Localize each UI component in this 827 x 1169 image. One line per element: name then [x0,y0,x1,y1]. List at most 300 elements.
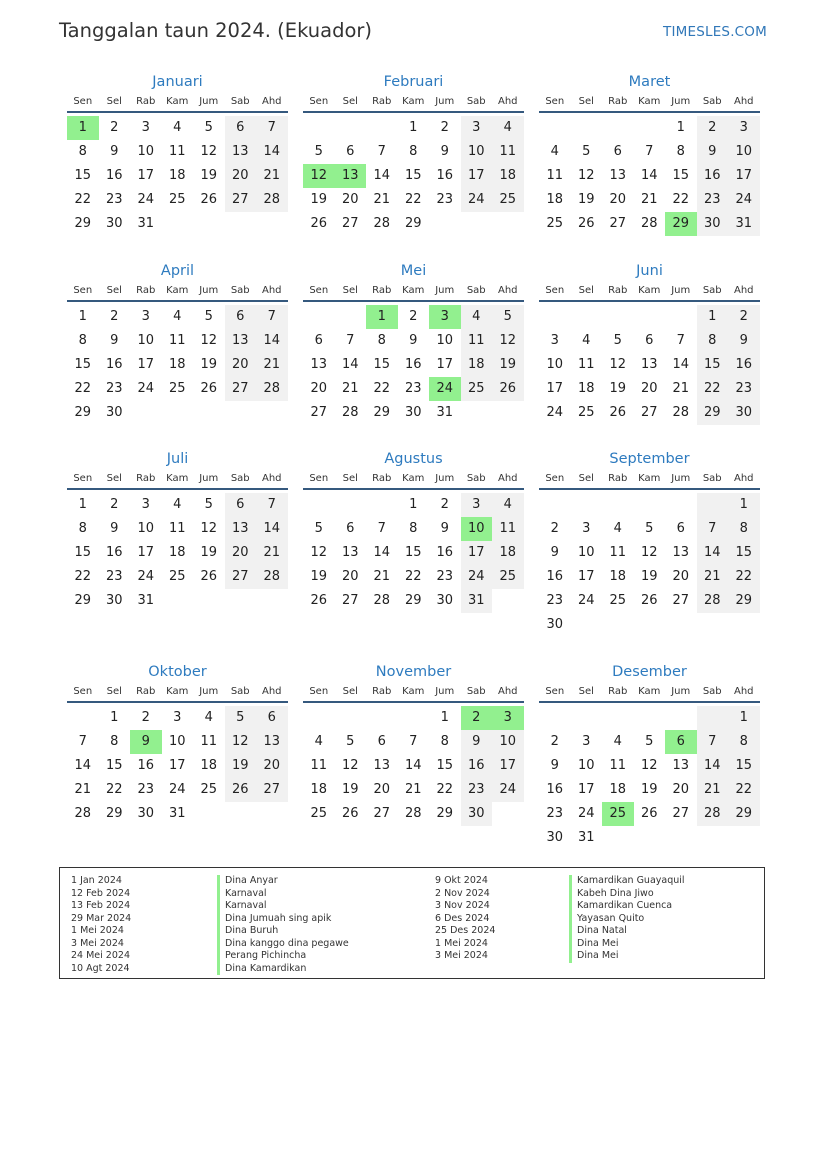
day-cell: 17 [168,758,186,773]
day-cell: 25 [609,593,627,608]
day-cell: 20 [225,164,257,188]
month-name: Oktober [148,664,207,680]
day-cell: 3 [141,120,150,135]
weekday-label: Jum [435,686,455,697]
legend-names-right [569,875,685,963]
day-cell: 27 [341,593,359,608]
legend-holiday-name: Dina kanggo dina pegawe [217,938,349,951]
day-cell: 29 [404,216,422,231]
day-cell: 23 [436,569,454,584]
day-cell: 24 [137,381,155,396]
day-cell: 15 [105,758,123,773]
day-cell: 27 [672,593,690,608]
legend-date: 25 Des 2024 [435,925,496,936]
day-cell: 28 [373,593,391,608]
holiday-day-cell: 6 [665,730,697,754]
holiday-day-cell: 29 [665,212,697,236]
day-cell: 14 [256,517,288,541]
weekday-header [303,283,524,302]
day-cell: 23 [105,381,123,396]
weekday-label: Sab [230,686,250,697]
day-cell: 14 [640,168,658,183]
day-cell: 14 [256,140,288,164]
day-cell: 12 [577,168,595,183]
day-cell: 3 [141,497,150,512]
legend-dates-left [71,875,131,975]
day-cell: 7 [256,493,288,517]
weekday-label: Sen [545,473,565,484]
day-cell: 10 [546,357,564,372]
empty-cell [634,116,666,140]
day-cell: 7 [697,730,729,754]
weekday-label: Rab [372,96,392,107]
day-cell: 9 [110,144,119,159]
day-cell: 21 [640,192,658,207]
day-cell: 21 [404,782,422,797]
day-cell: 24 [168,782,186,797]
day-cell: 16 [461,754,493,778]
legend-date: 1 Jan 2024 [71,875,122,886]
empty-cell [634,706,666,730]
weekday-label: Ahd [261,285,282,296]
legend-date: 12 Feb 2024 [71,887,131,899]
legend-holiday-name: Karnaval [217,888,349,901]
weekday-label: Sen [309,473,329,484]
day-cell: 30 [105,405,123,420]
day-cell: 9 [550,545,559,560]
day-cell: 12 [492,329,524,353]
empty-cell [366,706,398,730]
day-cell: 15 [697,353,729,377]
day-cell: 19 [200,357,218,372]
day-cell: 3 [461,493,493,517]
day-cell: 20 [640,381,658,396]
day-cell: 2 [110,309,119,324]
weekday-label: Rab [608,285,628,296]
day-cell: 31 [577,830,595,845]
day-cell: 25 [168,192,186,207]
day-cell: 2 [141,710,150,725]
weekday-label: Sab [466,686,486,697]
holiday-day-cell: 13 [335,164,367,188]
day-cell: 20 [310,381,328,396]
day-cell: 28 [256,377,288,401]
day-cell: 30 [137,806,155,821]
weekday-header [67,471,288,490]
weekday-label: Kam [638,473,661,484]
weekday-label: Jum [199,686,219,697]
holiday-day-cell: 9 [130,730,162,754]
day-cell: 29 [436,806,454,821]
legend-date: 3 Mei 2024 [435,950,488,961]
day-cell: 22 [74,381,92,396]
day-cell: 16 [436,545,454,560]
weekday-label: Jum [671,96,691,107]
day-cell: 27 [225,565,257,589]
day-cell: 29 [728,589,760,613]
weekday-label: Rab [608,96,628,107]
day-cell: 19 [640,569,658,584]
site-link[interactable]: TIMESLES.COM [663,24,767,40]
legend-names-left [217,875,349,975]
weekday-label: Rab [136,473,156,484]
weekday-header [539,94,760,113]
day-cell: 27 [672,806,690,821]
holiday-day-cell: 3 [492,706,524,730]
day-cell: 15 [728,754,760,778]
weekday-label: Sen [545,96,565,107]
day-cell: 31 [728,212,760,236]
weekday-header [539,283,760,302]
day-cell: 5 [645,521,654,536]
empty-cell [602,116,634,140]
weekday-label: Sel [578,285,594,296]
day-cell: 18 [492,541,524,565]
legend-holiday-name: Yayasan Quito [569,913,685,926]
day-cell: 10 [492,730,524,754]
day-cell: 30 [404,405,422,420]
day-cell: 7 [346,333,355,348]
day-cell: 8 [676,144,685,159]
legend-date: 1 Mei 2024 [71,925,124,936]
weekday-header [67,684,288,703]
holiday-day-cell: 10 [461,517,493,541]
day-cell: 7 [409,734,418,749]
empty-cell [303,116,335,140]
day-cell: 10 [168,734,186,749]
day-cell: 9 [409,333,418,348]
day-cell: 9 [440,144,449,159]
day-cell: 20 [341,569,359,584]
day-cell: 28 [404,806,422,821]
legend-holiday-name: Perang Pichincha [217,950,349,963]
weekday-label: Jum [435,473,455,484]
day-cell: 1 [676,120,685,135]
day-cell: 18 [546,192,564,207]
day-cell: 10 [436,333,454,348]
day-cell: 8 [78,521,87,536]
day-cell: 21 [256,541,288,565]
day-cell: 3 [550,333,559,348]
day-cell: 14 [697,541,729,565]
day-cell: 23 [461,778,493,802]
weekday-header [303,94,524,113]
month-name: April [160,263,195,279]
empty-cell [634,305,666,329]
empty-cell [665,493,697,517]
weekday-label: Jum [671,686,691,697]
weekday-label: Sen [309,285,329,296]
empty-cell [634,493,666,517]
month-3 [539,72,760,236]
day-cell: 5 [204,309,213,324]
weekday-label: Sel [106,285,122,296]
day-cell: 26 [609,405,627,420]
weekday-label: Kam [166,686,189,697]
month-6 [539,261,760,425]
weekday-label: Sab [466,285,486,296]
day-cell: 6 [377,734,386,749]
day-cell: 2 [440,120,449,135]
day-cell: 18 [168,168,186,183]
day-cell: 6 [225,116,257,140]
day-cell: 16 [728,353,760,377]
day-cell: 21 [697,778,729,802]
day-cell: 6 [225,493,257,517]
day-cell: 28 [341,405,359,420]
weekday-label: Kam [166,96,189,107]
weekday-label: Kam [402,96,425,107]
day-cell: 3 [173,710,182,725]
empty-cell [571,116,603,140]
weekday-label: Ahd [261,96,282,107]
weekday-label: Rab [372,285,392,296]
weekday-label: Jum [199,285,219,296]
holiday-day-cell: 2 [461,706,493,730]
day-cell: 9 [110,333,119,348]
day-cell: 8 [728,730,760,754]
legend-date: 2 Nov 2024 [435,887,490,899]
weekday-label: Ahd [497,473,518,484]
day-cell: 9 [461,730,493,754]
day-cell: 26 [310,593,328,608]
day-cell: 1 [409,497,418,512]
day-cell: 22 [697,377,729,401]
day-cell: 2 [409,309,418,324]
day-cell: 4 [314,734,323,749]
day-cell: 12 [341,758,359,773]
day-cell: 17 [577,782,595,797]
legend-holiday-name: Dina Mei [569,950,685,963]
day-cell: 21 [341,381,359,396]
month-7 [67,449,288,613]
weekday-header [539,471,760,490]
day-cell: 7 [377,521,386,536]
day-cell: 29 [74,405,92,420]
weekday-header [303,684,524,703]
weekday-label: Sab [230,473,250,484]
empty-cell [366,493,398,517]
day-cell: 1 [78,309,87,324]
day-cell: 11 [461,329,493,353]
empty-cell [67,706,99,730]
legend-holiday-name: Dina Natal [569,925,685,938]
day-cell: 29 [404,593,422,608]
day-cell: 1 [440,710,449,725]
day-cell: 11 [546,168,564,183]
day-cell: 20 [341,192,359,207]
day-cell: 11 [200,734,218,749]
day-cell: 22 [105,782,123,797]
day-cell: 27 [256,778,288,802]
day-cell: 30 [546,830,564,845]
day-cell: 13 [225,140,257,164]
day-cell: 27 [341,216,359,231]
weekday-label: Jum [199,473,219,484]
day-cell: 29 [697,401,729,425]
day-cell: 8 [728,517,760,541]
day-cell: 15 [728,541,760,565]
legend-holiday-name: Dina Buruh [217,925,349,938]
day-cell: 5 [582,144,591,159]
empty-cell [335,493,367,517]
day-cell: 30 [461,802,493,826]
day-cell: 25 [200,782,218,797]
day-cell: 20 [672,782,690,797]
day-cell: 6 [346,144,355,159]
day-cell: 10 [577,758,595,773]
holiday-day-cell: 1 [366,305,398,329]
day-cell: 8 [78,333,87,348]
day-cell: 8 [440,734,449,749]
day-cell: 17 [492,754,524,778]
day-cell: 3 [141,309,150,324]
day-cell: 7 [676,333,685,348]
weekday-label: Ahd [733,686,754,697]
weekday-label: Sab [466,473,486,484]
day-cell: 13 [310,357,328,372]
day-cell: 27 [609,216,627,231]
legend-dates-right [435,875,495,963]
day-cell: 15 [74,545,92,560]
day-grid [303,493,524,613]
day-cell: 7 [697,517,729,541]
day-cell: 5 [492,305,524,329]
weekday-label: Sen [545,686,565,697]
empty-cell [665,706,697,730]
day-cell: 17 [546,381,564,396]
day-cell: 28 [74,806,92,821]
month-name: November [375,664,452,680]
day-cell: 6 [645,333,654,348]
day-cell: 13 [256,730,288,754]
weekday-label: Kam [402,473,425,484]
day-cell: 27 [225,188,257,212]
day-cell: 12 [640,758,658,773]
weekday-header [303,471,524,490]
day-cell: 23 [728,377,760,401]
day-cell: 13 [672,545,690,560]
day-cell: 4 [461,305,493,329]
day-cell: 5 [346,734,355,749]
weekday-label: Sab [230,96,250,107]
day-cell: 2 [550,734,559,749]
day-cell: 25 [577,405,595,420]
day-cell: 17 [436,357,454,372]
day-cell: 26 [341,806,359,821]
weekday-label: Ahd [497,285,518,296]
day-cell: 16 [436,168,454,183]
day-cell: 24 [492,778,524,802]
day-cell: 30 [697,212,729,236]
empty-cell [602,493,634,517]
day-cell: 15 [404,168,422,183]
day-grid [303,116,524,236]
day-cell: 31 [137,216,155,231]
day-cell: 24 [577,593,595,608]
day-cell: 28 [373,216,391,231]
legend-holiday-name: Kamardikan Guayaquil [569,875,685,888]
day-cell: 21 [697,565,729,589]
empty-cell [697,493,729,517]
day-cell: 19 [640,782,658,797]
day-cell: 14 [697,754,729,778]
day-cell: 31 [137,593,155,608]
legend-holiday-name: Kabeh Dina Jiwo [569,888,685,901]
day-cell: 17 [461,541,493,565]
weekday-label: Jum [199,96,219,107]
day-cell: 26 [640,593,658,608]
weekday-label: Sel [578,473,594,484]
day-cell: 11 [168,144,186,159]
day-cell: 25 [492,565,524,589]
day-cell: 21 [373,569,391,584]
day-cell: 11 [168,521,186,536]
weekday-label: Kam [402,285,425,296]
weekday-label: Rab [608,473,628,484]
day-cell: 24 [461,188,493,212]
day-cell: 12 [640,545,658,560]
day-cell: 21 [74,782,92,797]
day-cell: 10 [137,333,155,348]
day-cell: 6 [613,144,622,159]
day-cell: 4 [550,144,559,159]
month-name: Juni [636,263,663,279]
day-cell: 15 [436,758,454,773]
day-cell: 16 [105,357,123,372]
day-cell: 19 [341,782,359,797]
day-cell: 10 [577,545,595,560]
weekday-label: Sab [230,285,250,296]
day-cell: 2 [440,497,449,512]
month-2 [303,72,524,236]
day-cell: 4 [173,497,182,512]
day-cell: 11 [310,758,328,773]
day-cell: 9 [440,521,449,536]
legend-date: 24 Mei 2024 [71,950,130,961]
day-cell: 5 [204,497,213,512]
day-cell: 19 [200,168,218,183]
day-grid [67,305,288,425]
weekday-header [539,684,760,703]
day-cell: 19 [310,569,328,584]
day-cell: 4 [204,710,213,725]
empty-cell [571,706,603,730]
day-cell: 24 [728,188,760,212]
day-cell: 22 [728,778,760,802]
weekday-label: Sen [309,686,329,697]
weekday-label: Sel [342,96,358,107]
day-cell: 17 [137,357,155,372]
day-cell: 1 [78,497,87,512]
day-cell: 18 [492,164,524,188]
day-cell: 10 [137,144,155,159]
day-cell: 5 [645,734,654,749]
day-cell: 23 [546,593,564,608]
day-cell: 22 [74,192,92,207]
day-cell: 26 [577,216,595,231]
day-cell: 23 [404,381,422,396]
day-cell: 3 [728,116,760,140]
day-cell: 18 [577,381,595,396]
day-cell: 27 [225,377,257,401]
day-cell: 3 [582,734,591,749]
legend-date: 9 Okt 2024 [435,875,488,886]
day-cell: 1 [728,706,760,730]
day-cell: 14 [256,329,288,353]
legend-holiday-name: Dina Kamardikan [217,963,349,976]
month-name: Januari [152,74,203,90]
